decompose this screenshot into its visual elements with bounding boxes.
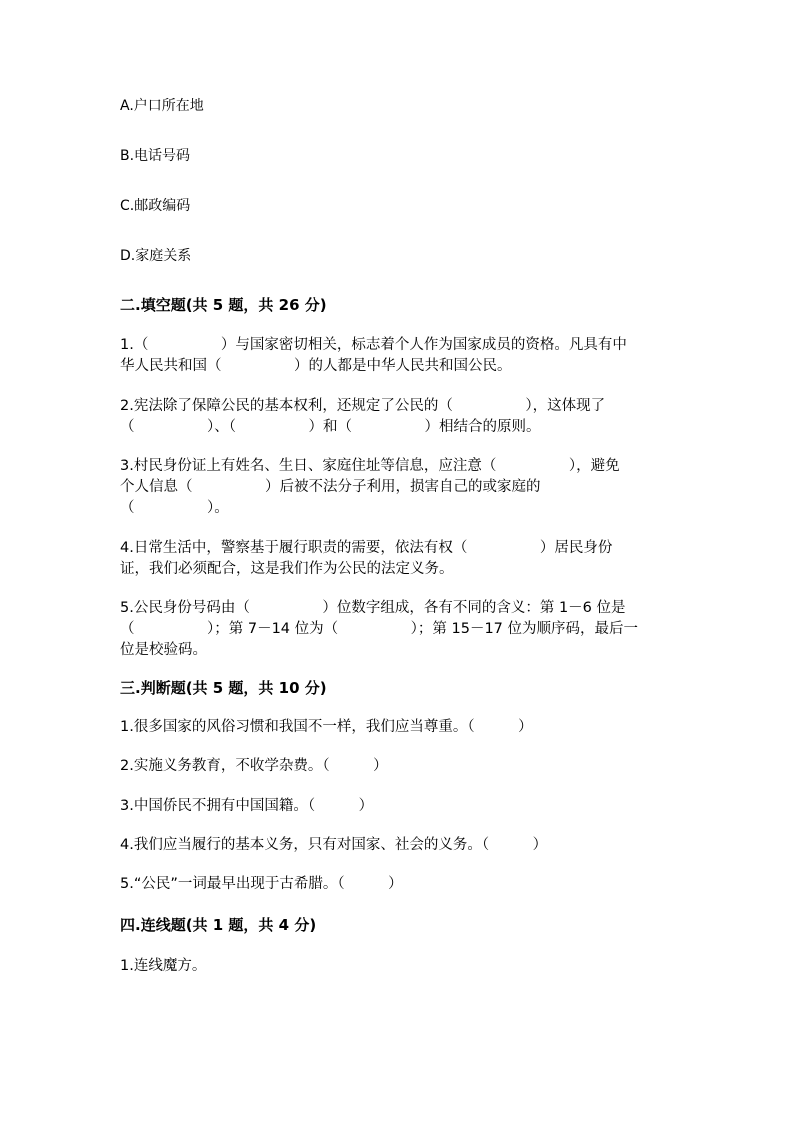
question-line: 1.连线魔方。	[120, 958, 207, 974]
judge-question-1	[120, 717, 680, 738]
question-line: 5.“公民”一词最早出现于古希腊。（ ）	[120, 876, 403, 892]
question-line: （ ）；第 7－14 位为（ ）；第 15－17 位为顺序码，最后一	[120, 621, 639, 637]
question-line: 3.中国侨民不拥有中国国籍。（ ）	[120, 798, 374, 814]
judge-question-4	[120, 835, 680, 856]
fill-question-1	[120, 335, 680, 377]
question-line: 2.宪法除了保障公民的基本权利，还规定了公民的（ ），这体现了	[120, 398, 606, 414]
question-line: 5.公民身份号码由（ ）位数字组成，各有不同的含义：第 1－6 位是	[120, 600, 626, 616]
question-line: 4.我们应当履行的基本义务，只有对国家、社会的义务。（ ）	[120, 837, 548, 853]
question-line: 2.实施义务教育，不收学杂费。（ ）	[120, 758, 388, 774]
fill-question-3	[120, 456, 680, 519]
question-line: 位是校验码。	[120, 642, 207, 658]
question-line: 华人民共和国（ ）的人都是中华人民共和国公民。	[120, 358, 512, 374]
section-heading-fill-blank: 二.填空题(共 5 题，共 26 分)	[120, 296, 327, 314]
fill-question-2	[120, 396, 680, 438]
fill-question-5	[120, 598, 680, 661]
question-line: 3.村民身份证上有姓名、生日、家庭住址等信息，应注意（ ），避免	[120, 458, 620, 474]
option-a: A.户口所在地	[120, 98, 204, 114]
option-c: C.邮政编码	[120, 198, 191, 214]
judge-question-3	[120, 796, 680, 817]
option-b: B.电话号码	[120, 148, 191, 164]
question-line: 4.日常生活中，警察基于履行职责的需要，依法有权（ ）居民身份	[120, 540, 613, 556]
section-heading-matching: 四.连线题(共 1 题，共 4 分)	[120, 916, 317, 934]
question-line: （ ）。	[120, 500, 229, 516]
option-d: D.家庭关系	[120, 248, 192, 264]
question-line: 1.（ ）与国家密切相关，标志着个人作为国家成员的资格。凡具有中	[120, 337, 627, 353]
matching-question-1	[120, 956, 680, 977]
question-line: 1.很多国家的风俗习惯和我国不一样，我们应当尊重。（ ）	[120, 719, 533, 735]
question-line: 个人信息（ ）后被不法分子利用，损害自己的或家庭的	[120, 479, 541, 495]
question-line: （ ）、（ ）和（ ）相结合的原则。	[120, 419, 541, 435]
fill-question-4	[120, 538, 680, 580]
judge-question-2	[120, 756, 680, 777]
section-heading-true-false: 三.判断题(共 5 题，共 10 分)	[120, 679, 327, 697]
question-line: 证，我们必须配合，这是我们作为公民的法定义务。	[120, 561, 454, 577]
judge-question-5	[120, 874, 680, 895]
